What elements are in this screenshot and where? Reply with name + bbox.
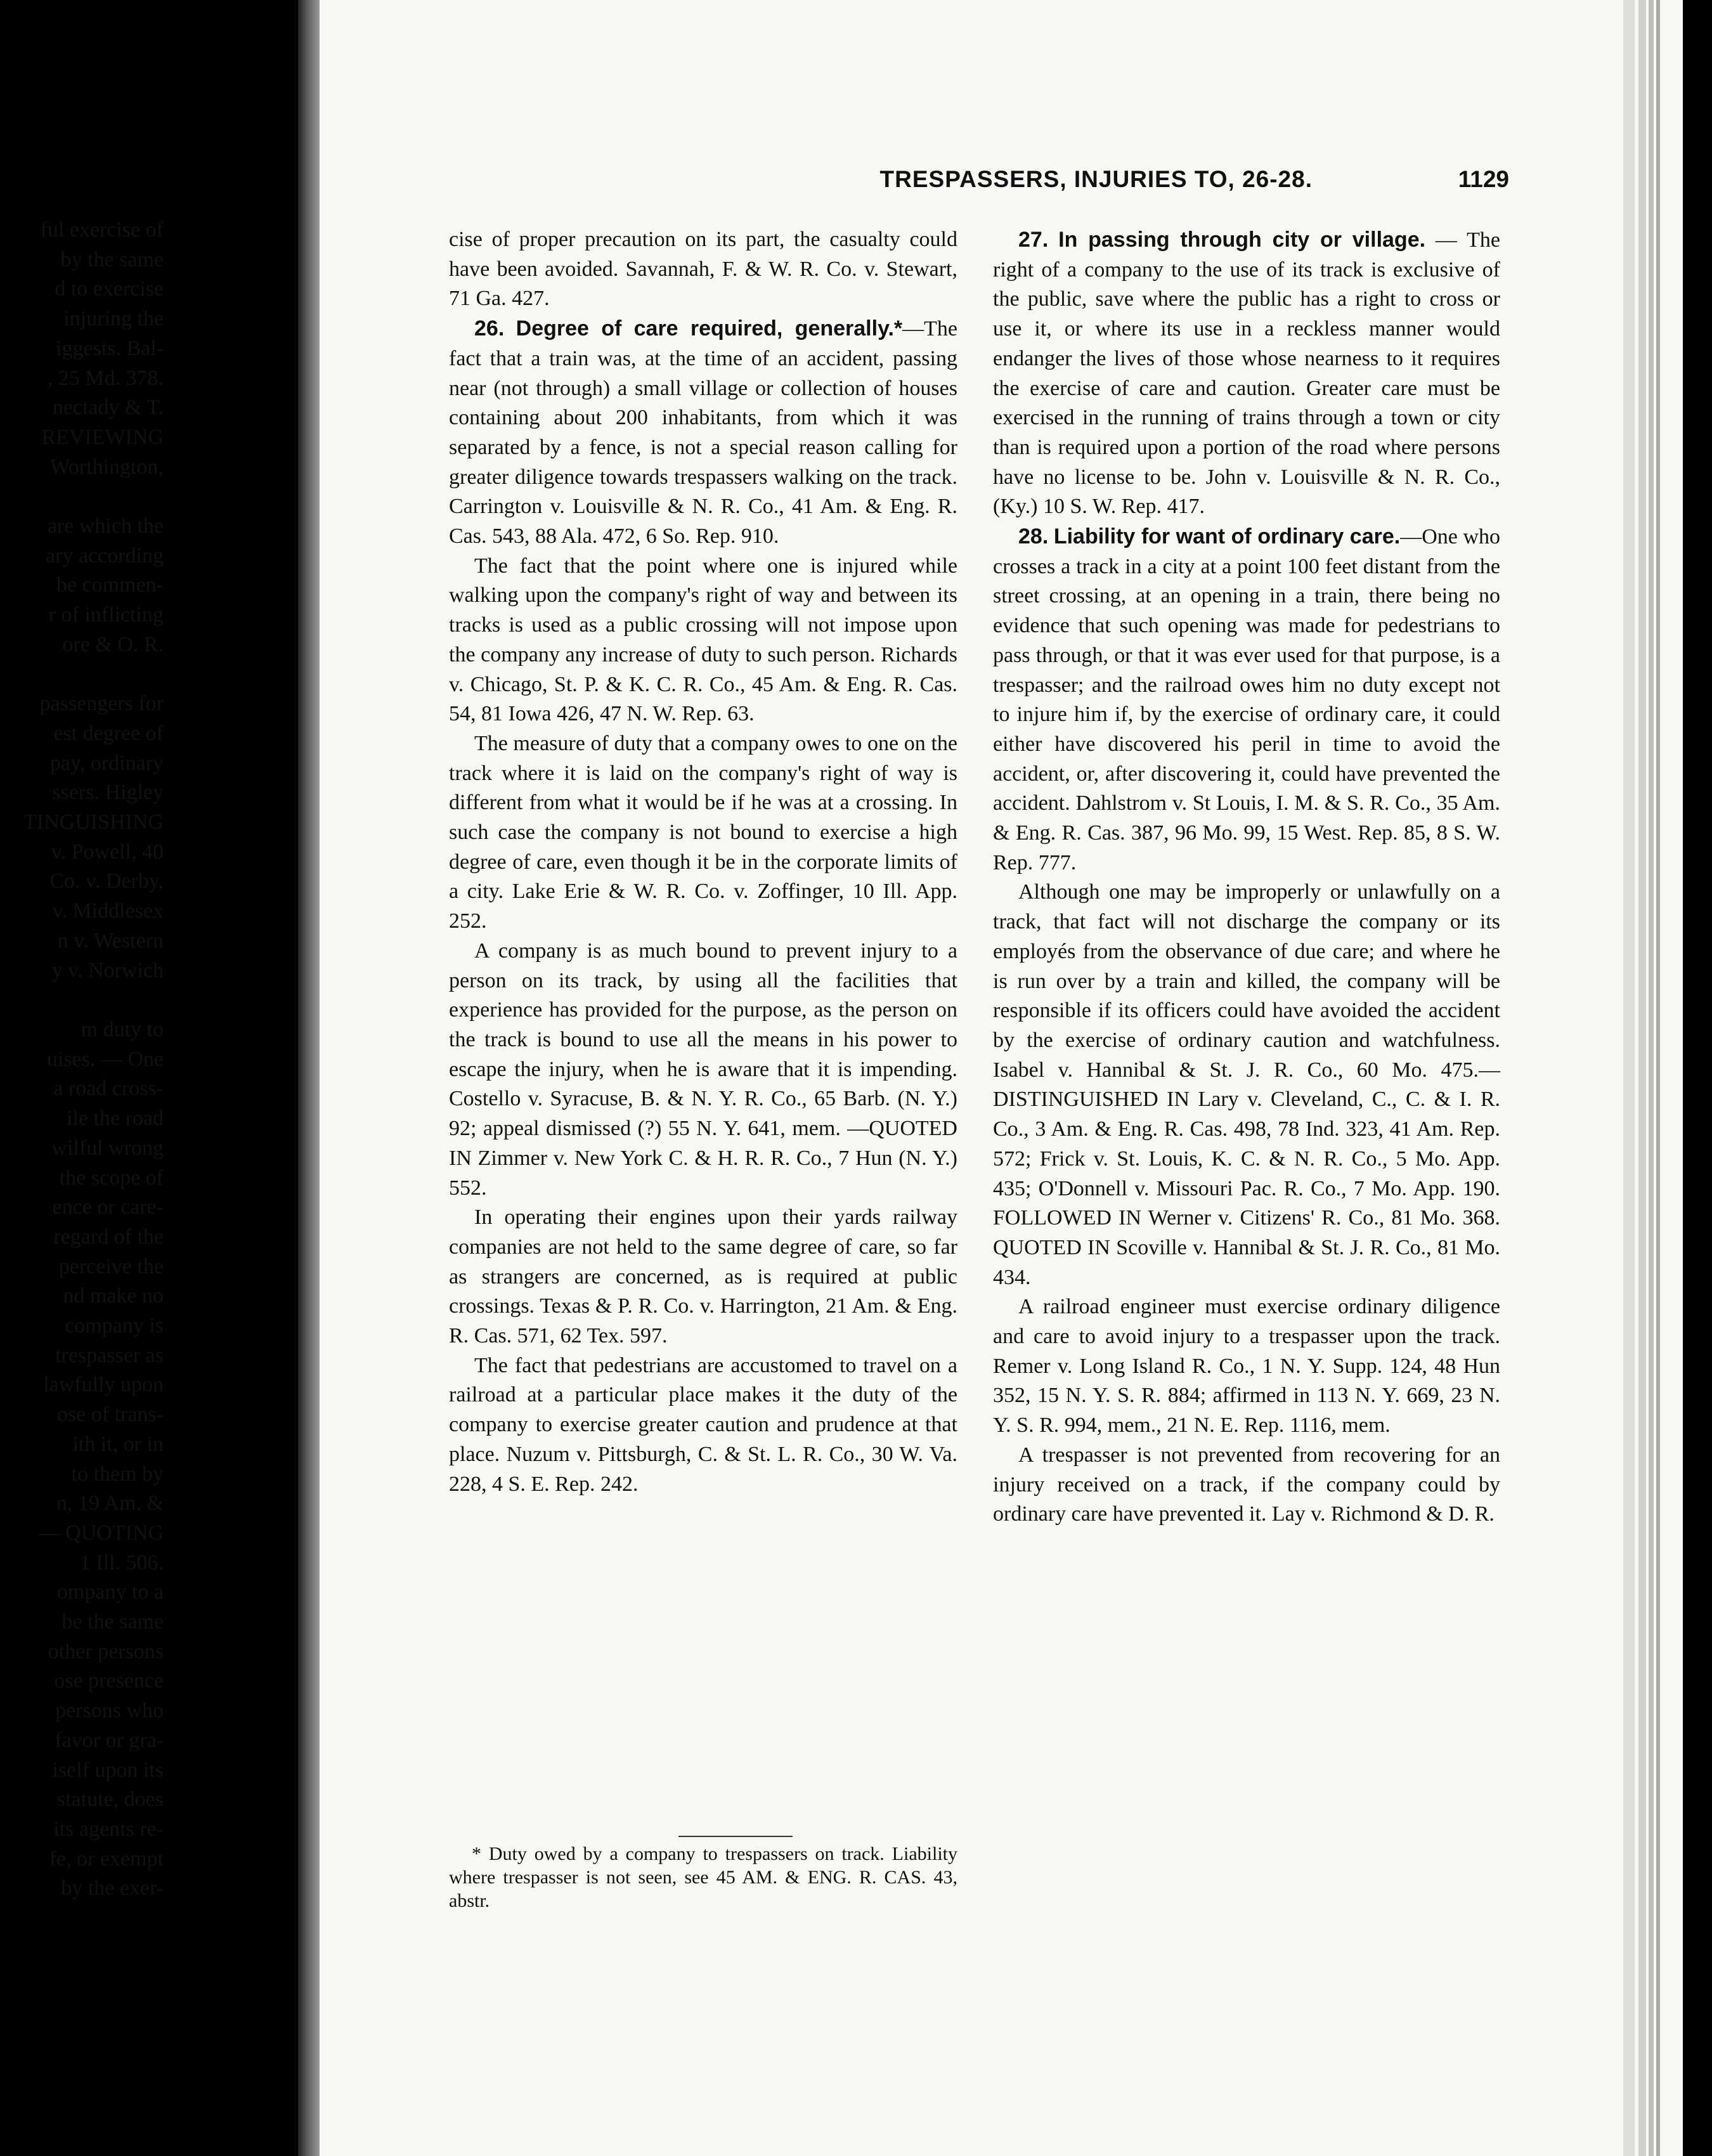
paragraph: A trespasser is not prevented from recovering for an injury received on a track, if the company could by ordinary care have prevented it. Lay v. Richmond & D. R. bbox=[993, 1443, 1500, 1526]
section-heading: Liability for want of ordinary care. bbox=[1053, 524, 1401, 549]
paragraph: A railroad engineer must exercise ordinary diligence and care to avoid injury to a trespasser upon the track. Remer v. Long Island R. Co., 1 N. Y. Supp. 124, 48 Hun 352, 15 N. Y. S. R. 884; affirmed in 113 N. Y. 669, 23 N. Y. S. R. 994, mem., 21 N. E. Rep. 1116, mem. bbox=[993, 1295, 1500, 1438]
footnote-divider bbox=[678, 1836, 793, 1837]
previous-page-line: be commen- bbox=[56, 573, 164, 597]
previous-page-line: favor or gra- bbox=[55, 1728, 164, 1752]
page-edge bbox=[1656, 0, 1660, 2156]
previous-page-line: ore & O. R. bbox=[62, 632, 164, 656]
previous-page-line: nectady & T. bbox=[52, 396, 164, 420]
section-heading: Degree of care required, generally.* bbox=[516, 316, 903, 341]
previous-page-line: iggests. Bal- bbox=[56, 336, 164, 360]
previous-page-line: ile the road bbox=[67, 1107, 164, 1131]
previous-page-line: regard of the bbox=[53, 1224, 164, 1249]
previous-page-line: ose presence bbox=[54, 1669, 164, 1693]
right-column bbox=[993, 225, 1500, 1529]
previous-page-line: lawfully upon bbox=[43, 1373, 164, 1397]
footnote bbox=[449, 1842, 957, 1912]
previous-page-line: fe, or exempt bbox=[49, 1847, 164, 1871]
previous-page-column bbox=[0, 216, 164, 1928]
previous-page-line: r of inflicting bbox=[48, 603, 164, 627]
book-gutter bbox=[298, 0, 320, 2156]
previous-page-line: to them by bbox=[71, 1462, 164, 1486]
paragraph: The fact that pedestrians are accustomed to travel on a railroad at a particular place makes it the duty of the company to exercise greater caution and prudence at that place. Nuzum v. Pittsburgh, C. & St. L. R. Co., 30 W. Va. 228, 4 S. E. Rep. 242. bbox=[449, 1353, 957, 1496]
page-edge bbox=[1623, 0, 1635, 2156]
previous-page-line: ith it, or in bbox=[72, 1432, 164, 1456]
previous-page-line: a road cross- bbox=[53, 1077, 164, 1101]
previous-page-line: by the same bbox=[60, 247, 164, 271]
previous-page-line: ence or care- bbox=[52, 1195, 164, 1219]
page-edge bbox=[1638, 0, 1646, 2156]
previous-page-line: n v. Western bbox=[57, 928, 164, 952]
previous-page-line: injuring the bbox=[63, 307, 164, 331]
previous-page-line: by the exer- bbox=[61, 1876, 164, 1900]
previous-page-line: its agents re- bbox=[53, 1817, 164, 1841]
previous-page-line: ful exercise of bbox=[40, 218, 164, 242]
previous-page-line: uises. — One bbox=[46, 1047, 164, 1071]
previous-page-line: v. Middlesex bbox=[52, 899, 164, 923]
previous-page-line: ssers. Higley bbox=[52, 781, 164, 805]
section-text: — The right of a company to the use of its track is exclusive of the public, save where the public has a right to cross or use it, or where its use in a reckless manner would endanger the lives of those whose nearness to it requires the exercise of care and caution. Greater care must be exercised in the running of trains through a town or city than is required upon a portion of the road where persons have no license to be. John v. Louisville & N. R. Co., (Ky.) 10 S. W. Rep. 417. bbox=[993, 228, 1501, 519]
page-number: 1129 bbox=[1458, 166, 1509, 192]
section-text: —One who crosses a track in a city at a point 100 feet distant from the street crossing, at an opening in a train, there being no evidence that such opening was made for pedestrians to pass through, or that it was ever used for that purpose, is a trespasser; and the railroad owes him no duty except not to injure him if, by the exercise of ordinary care, it could either have discovered his peril in time to avoid the accident, or, after discovering it, could have prevented the accident. Dahlstrom v. St Louis, I. M. & S. R. Co., 35 Am. & Eng. R. Cas. 387, 96 Mo. 99, 15 West. Rep. 85, 8 S. W. Rep. 777. bbox=[993, 525, 1500, 874]
previous-page-line: statute, does bbox=[56, 1788, 164, 1812]
running-title: TRESPASSERS, INJURIES TO, 26-28. bbox=[879, 166, 1313, 192]
previous-page-line: nd make no bbox=[63, 1284, 164, 1308]
previous-page-line: ary according bbox=[46, 543, 164, 568]
footnote-text: * Duty owed by a company to trespassers on track. Liability where trespasser is not seen, see 45 AM. & ENG. R. CAS. 43, abstr. bbox=[449, 1843, 957, 1911]
previous-page-line: the scope of bbox=[59, 1166, 164, 1190]
previous-page-line: be the same bbox=[62, 1610, 164, 1634]
continued-paragraph: cise of proper precaution on its part, the casualty could have been avoided. Savannah, F. & W. R. Co. v. Stewart, 71 Ga. 427. bbox=[449, 228, 957, 311]
previous-page-line: company is bbox=[65, 1314, 164, 1338]
paragraph: The fact that the point where one is injured while walking upon the company's right of way and between its tracks is used as a public crossing will not impose upon the company any increase of duty to such person. Richards v. Chicago, St. P. & K. C. R. Co., 45 Am. & Eng. R. Cas. 54, 81 Iowa 426, 47 N. W. Rep. 63. bbox=[449, 554, 957, 726]
section-heading: In passing through city or village. bbox=[1058, 228, 1426, 252]
previous-page-line: y v. Norwich bbox=[51, 958, 164, 982]
previous-page-line: passengers for bbox=[39, 692, 164, 716]
paragraph: A company is as much bound to prevent injury to a person on its track, by using all the facilities that experience has provided for the purpose, as the person on the track is bound to use all the means in his power to escape the injury, when he is aware that it is impending. Costello v. Syracuse, B. & N. Y. R. Co., 65 Barb. (N. Y.) 92; appeal dismissed (?) 55 N. Y. 641, mem. —QUOTED IN Zimmer v. New York C. & H. R. R. Co., 7 Hun (N. Y.) 552. bbox=[449, 938, 957, 1200]
previous-page-line: Co. v. Derby, bbox=[49, 869, 164, 893]
previous-page-line: n, 19 Am. & bbox=[56, 1491, 164, 1516]
previous-page-line: are which the bbox=[47, 514, 164, 538]
section-26 bbox=[449, 314, 957, 552]
previous-page-line: — QUOTING bbox=[38, 1521, 164, 1545]
previous-page-line: TINGUISHING bbox=[23, 810, 164, 834]
previous-page-line: 1 Ill. 506. bbox=[79, 1550, 164, 1575]
previous-page-line: trespasser as bbox=[55, 1343, 164, 1367]
previous-page-line: perceive the bbox=[58, 1254, 164, 1278]
page-edge bbox=[1649, 0, 1654, 2156]
paragraph: Although one may be improperly or unlawfully on a track, that fact will not discharge the company or its employés from the observance of due care; and where he is run over by a train and killed, the company will be responsible if its officers could have avoided the accident by the exercise of ordinary caution and watchfulness. Isabel v. Hannibal & St. J. R. Co., 60 Mo. 475.—DISTINGUISHED IN Lary v. Cleveland, C., C. & I. R. Co., 3 Am. & Eng. R. Cas. 498, 78 Ind. 323, 41 Am. Rep. 572; Frick v. St. Louis, K. C. & N. R. Co., 5 Mo. App. 435; O'Donnell v. Missouri Pac. R. Co., 7 Mo. App. 190. FOLLOWED IN Werner v. Citizens' R. Co., 81 Mo. 368. QUOTED IN Scoville v. Hannibal & St. J. R. Co., 81 Mo. 434. bbox=[993, 880, 1500, 1289]
previous-page-line bbox=[0, 660, 164, 690]
section-text: —The fact that a train was, at the time of an accident, passing near (not through) a small village or collection of houses containing about 200 inhabitants, from which it was separated by a fence, is not a special reason calling for greater diligence towards trespassers walking on the track. Carrington v. Louisville & N. R. Co., 41 Am. & Eng. R. Cas. 543, 88 Ala. 472, 6 So. Rep. 910. bbox=[449, 317, 957, 549]
previous-page-line: d to exercise bbox=[55, 277, 164, 301]
previous-page-line: ose of trans- bbox=[56, 1403, 164, 1427]
paragraph: The measure of duty that a company owes to one on the track where it is laid on the company's right of way is different from what it would be if he was at a crossing. In such case the company is not bound to exercise a high degree of care, even though it be in the corporate limits of a city. Lake Erie & W. R. Co. v. Zoffinger, 10 Ill. App. 252. bbox=[449, 731, 957, 933]
previous-page-line bbox=[0, 985, 164, 1015]
section-number: 26. bbox=[474, 316, 505, 341]
running-header bbox=[678, 166, 1509, 204]
section-number: 27. bbox=[1018, 228, 1049, 252]
section-number: 28. bbox=[1018, 524, 1049, 549]
previous-page-line: pay, ordinary bbox=[49, 751, 164, 775]
previous-page-line: ompany to a bbox=[56, 1580, 164, 1604]
previous-page-line: v. Powell, 40 bbox=[51, 840, 164, 864]
section-28 bbox=[993, 522, 1500, 878]
previous-page-line: m duty to bbox=[81, 1017, 164, 1041]
previous-page-line: other persons bbox=[48, 1639, 164, 1663]
middle-column bbox=[449, 225, 957, 1499]
previous-page-line bbox=[0, 482, 164, 512]
paragraph: In operating their engines upon their yards railway companies are not held to the same degree of care, so far as strangers are concerned, as is required at public crossings. Texas & P. R. Co. v. Harrington, 21 Am. & Eng. R. Cas. 571, 62 Tex. 597. bbox=[449, 1205, 957, 1348]
previous-page-line: iself upon its bbox=[52, 1758, 164, 1782]
previous-page-line: persons who bbox=[55, 1699, 164, 1723]
section-27 bbox=[993, 225, 1500, 522]
previous-page-line: est degree of bbox=[53, 721, 164, 745]
previous-page-line: wilful wrong bbox=[51, 1136, 164, 1160]
previous-page-line: Worthington, bbox=[49, 455, 164, 479]
previous-page-line: , 25 Md. 378. bbox=[47, 366, 164, 390]
previous-page-line: REVIEWING bbox=[41, 425, 164, 449]
